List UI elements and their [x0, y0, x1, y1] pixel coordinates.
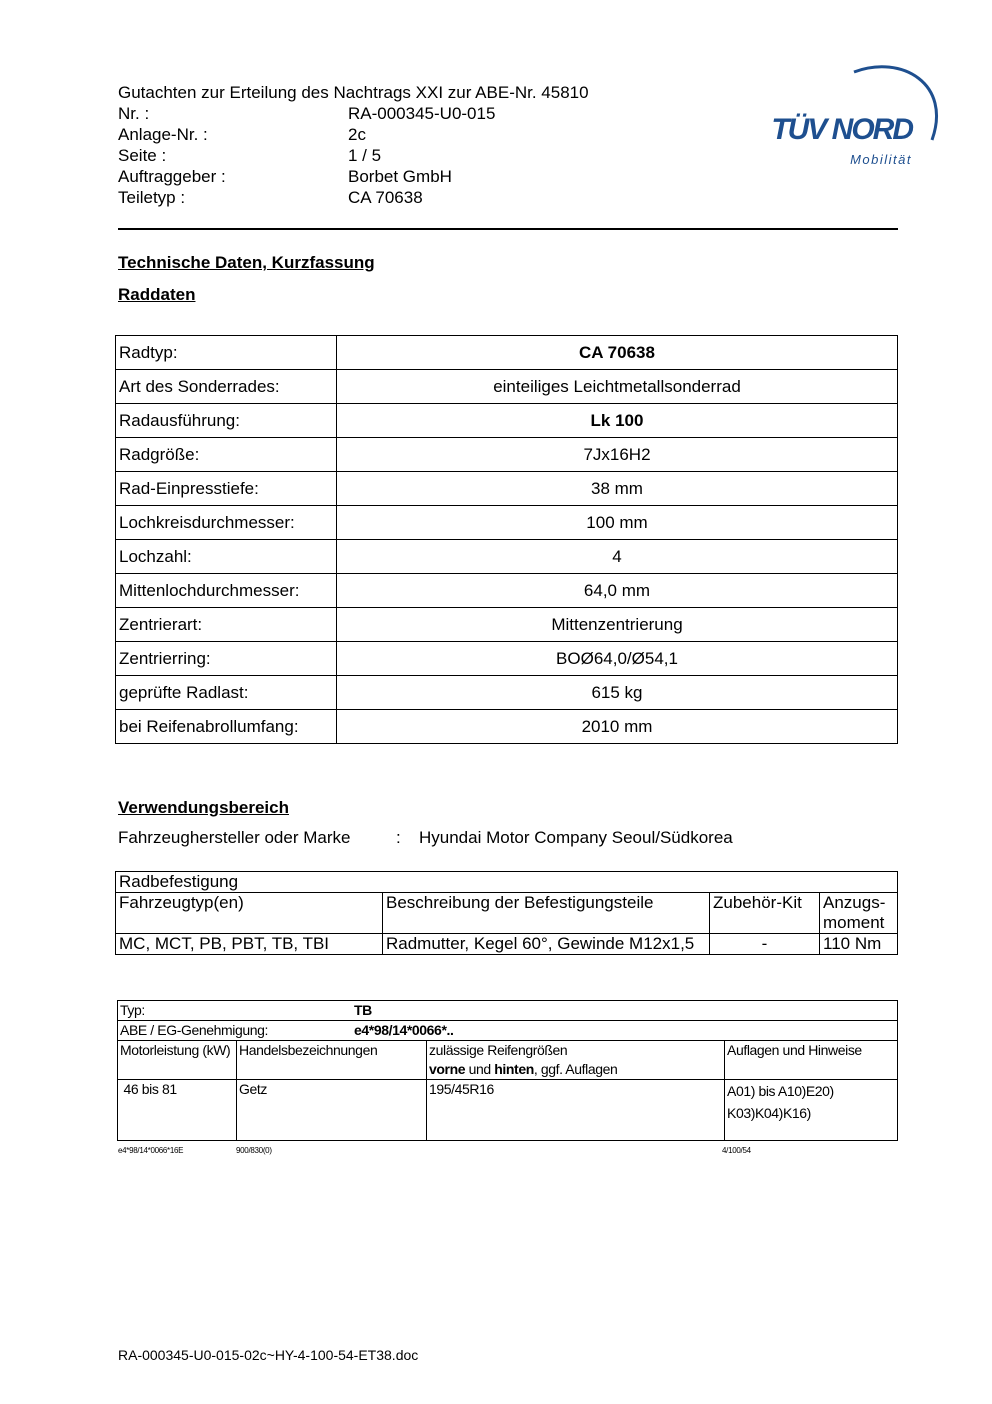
- wheel-row-value: 64,0 mm: [337, 574, 898, 608]
- header-divider: [118, 228, 898, 230]
- type-tyre-size: 195/45R16: [427, 1080, 725, 1141]
- header-row-anlage: Anlage-Nr. : 2c: [118, 125, 366, 144]
- header-row-teiletyp: Teiletyp : CA 70638: [118, 188, 423, 207]
- wheel-row-value: 7Jx16H2: [337, 438, 898, 472]
- document-title: Gutachten zur Erteilung des Nachtrags XXI zur ABE-Nr. 45810: [118, 83, 589, 102]
- section-tech-heading: Technische Daten, Kurzfassung: [118, 253, 375, 272]
- fastening-data-row: [116, 934, 898, 955]
- wheel-row-label: Zentrierart:: [116, 608, 337, 642]
- table-row: [116, 608, 898, 642]
- type-table: [117, 1000, 898, 1141]
- table-row: [116, 710, 898, 744]
- type-header-power: Motorleistung (kW): [118, 1041, 237, 1080]
- fastening-header-vehicle: Fahrzeugtyp(en): [116, 893, 383, 934]
- type-value: TB: [354, 1002, 372, 1018]
- footer-filename: RA-000345-U0-015-02c~HY-4-100-54-ET38.doc: [118, 1347, 419, 1363]
- table-row: [116, 472, 898, 506]
- table-row: [116, 642, 898, 676]
- logo-sub: Mobilität: [850, 152, 912, 167]
- wheel-row-label: geprüfte Radlast:: [116, 676, 337, 710]
- wheel-row-label: Zentrierring:: [116, 642, 337, 676]
- wheel-row-value: CA 70638: [337, 336, 898, 370]
- table-row: [116, 404, 898, 438]
- wheel-row-value: BOØ64,0/Ø54,1: [337, 642, 898, 676]
- usage-label: Fahrzeughersteller oder Marke: [118, 828, 351, 847]
- type-conditions: A01) bis A10)E20) K03)K04)K16): [725, 1080, 898, 1141]
- header-row-nr: Nr. : RA-000345-U0-015: [118, 104, 496, 123]
- table-row: [116, 336, 898, 370]
- wheel-row-label: Radausführung:: [116, 404, 337, 438]
- wheel-row-label: Art des Sonderrades:: [116, 370, 337, 404]
- wheel-row-value: 38 mm: [337, 472, 898, 506]
- fastening-title: Radbefestigung: [116, 872, 898, 893]
- section-verwendung-heading: Verwendungsbereich: [118, 798, 289, 817]
- abe-label: ABE / EG-Genehmigung:: [120, 1022, 269, 1038]
- header-row-auftraggeber: Auftraggeber : Borbet GmbH: [118, 167, 452, 186]
- wheel-row-value: 4: [337, 540, 898, 574]
- wheel-row-label: Radtyp:: [116, 336, 337, 370]
- wheel-row-value: Lk 100: [337, 404, 898, 438]
- type-data-row: [118, 1080, 898, 1141]
- fastening-header-kit: Zubehör-Kit: [710, 893, 820, 934]
- wheel-row-value: einteiliges Leichtmetallsonderrad: [337, 370, 898, 404]
- fastening-header-description: Beschreibung der Befestigungsteile: [383, 893, 710, 934]
- wheel-row-label: Lochzahl:: [116, 540, 337, 574]
- fastening-vehicle-types: MC, MCT, PB, PBT, TB, TBI: [116, 934, 383, 955]
- section-raddaten-heading: Raddaten: [118, 285, 196, 304]
- logo-brand: TÜV NORD: [771, 113, 912, 146]
- abe-value: e4*98/14*0066*..: [354, 1022, 454, 1038]
- type-header-conditions: Auflagen und Hinweise: [725, 1041, 898, 1080]
- type-header-trade-names: Handelsbezeichnungen: [237, 1041, 427, 1080]
- small-note-approval: e4*98/14*0066*16E: [118, 1146, 184, 1155]
- table-row: [116, 438, 898, 472]
- wheel-row-label: bei Reifenabrollumfang:: [116, 710, 337, 744]
- fastening-title-row: [116, 872, 898, 893]
- fastening-table: [115, 871, 898, 955]
- table-row: [116, 540, 898, 574]
- header-row-seite: Seite : 1 / 5: [118, 146, 382, 165]
- abe-row: [118, 1021, 898, 1041]
- wheel-row-value: Mittenzentrierung: [337, 608, 898, 642]
- table-row: [116, 506, 898, 540]
- wheel-row-label: Mittenlochdurchmesser:: [116, 574, 337, 608]
- table-row: [116, 370, 898, 404]
- type-power: 46 bis 81: [118, 1080, 237, 1141]
- wheel-row-value: 2010 mm: [337, 710, 898, 744]
- wheel-row-label: Rad-Einpresstiefe:: [116, 472, 337, 506]
- usage-value: Hyundai Motor Company Seoul/Südkorea: [419, 828, 733, 847]
- wheel-row-value: 615 kg: [337, 676, 898, 710]
- type-header-row: [118, 1041, 898, 1080]
- fastening-torque: 110 Nm: [820, 934, 898, 955]
- type-header-tyres: zulässige Reifengrößen vorne und hinten, ggf. Auflagen: [427, 1041, 725, 1080]
- table-row: [116, 574, 898, 608]
- fastening-header-torque: Anzugs-moment: [820, 893, 898, 934]
- wheel-data-table: [115, 335, 898, 744]
- document-header: [118, 82, 589, 208]
- fastening-header-row: [116, 893, 898, 934]
- fastening-kit: -: [710, 934, 820, 955]
- usage-line: [118, 828, 733, 848]
- usage-colon: :: [396, 828, 401, 847]
- type-row: [118, 1001, 898, 1021]
- fastening-description: Radmutter, Kegel 60°, Gewinde M12x1,5: [383, 934, 710, 955]
- small-note-bolt: 4/100/54: [722, 1146, 751, 1155]
- wheel-row-label: Lochkreisdurchmesser:: [116, 506, 337, 540]
- tuv-nord-logo: [762, 56, 942, 176]
- small-note-code: 900/830(0): [236, 1146, 272, 1155]
- wheel-row-label: Radgröße:: [116, 438, 337, 472]
- type-label: Typ:: [120, 1002, 145, 1018]
- type-trade-name: Getz: [237, 1080, 427, 1141]
- wheel-row-value: 100 mm: [337, 506, 898, 540]
- table-row: [116, 676, 898, 710]
